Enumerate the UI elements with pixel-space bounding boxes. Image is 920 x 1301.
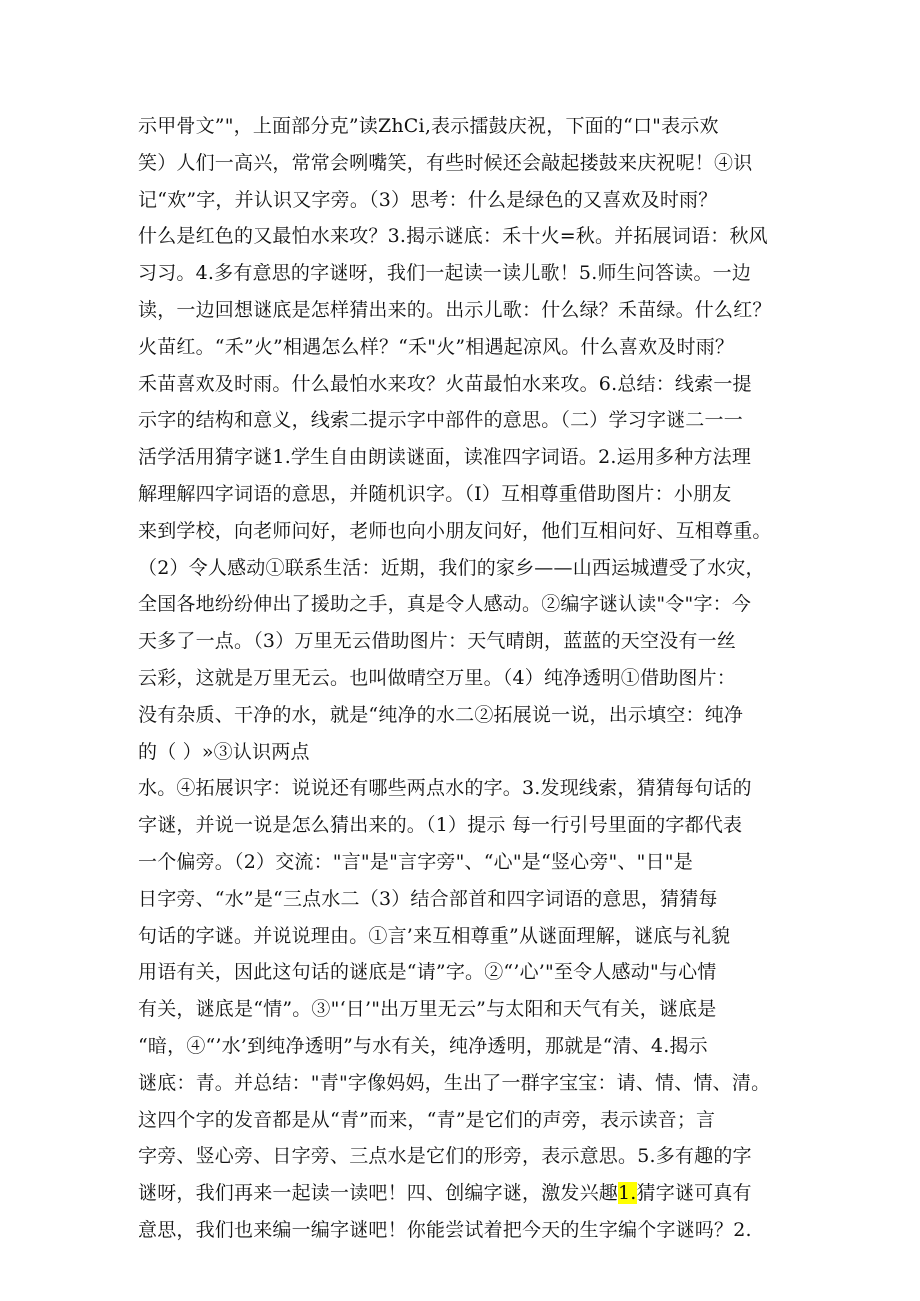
text-line-5: 习习。4.多有意思的字谜呀，我们一起读一读儿歌！5.师生问答读。一边: [138, 262, 752, 285]
text-line-4: 什么是红色的又最怕水来攻？3.揭示谜底：禾十火=秋。并拓展词语：秋风: [138, 225, 768, 248]
text-line-27: 谜底：青。并总结："青"字像妈妈，生出了一群字宝宝：请、情、情、清。: [138, 1071, 771, 1094]
text-line-19: 水。④拓展识字：说说还有哪些两点水的字。3.发现线索，猜猜每句话的: [138, 777, 752, 800]
text-line-9: 示字的结构和意义，线索二提示字中部件的意思。（二）学习字谜二一一: [138, 409, 743, 432]
text-line-3: 记“欢”字，并认识又字旁。（3）思考：什么是绿色的又喜欢及时雨？: [138, 188, 718, 211]
text-line-22: 日字旁、“水”是“三点水二（3）结合部首和四字词语的意思，猜猜每: [138, 887, 718, 910]
text-line-30-before: 谜呀，我们再来一起读一读吧！四、创编字谜，激发兴趣: [138, 1182, 619, 1205]
text-line-11: 解理解四字词语的意思，并随机识字。（I）互相尊重借助图片：小朋友: [138, 482, 732, 505]
text-line-30: [138, 1175, 798, 1212]
text-line-8: 禾苗喜欢及时雨。什么最怕水来攻？火苗最怕水来攻。6.总结：线索一提: [138, 372, 752, 395]
text-line-20: 字谜，并说一说是怎么猜出来的。（1）提示 每一行引号里面的字都代表: [138, 814, 743, 837]
text-line-23: 句话的字谜。并说说理由。①言’来互相尊重”从谜面理解，谜底与礼貌: [138, 924, 731, 947]
text-line-21: 一个偏旁。（2）交流："言"是"言字旁"、“心"是“竖心旁"、"日"是: [138, 850, 693, 873]
text-line-28: 这四个字的发音都是从“青”而来，“青”是它们的声旁，表示读音；言: [138, 1108, 716, 1131]
text-line-16: 云彩，这就是万里无云。也叫做晴空万里。（4）纯净透明①借助图片：: [138, 666, 736, 689]
text-line-13: （2）令人感动①联系生活：近期，我们的家乡——山西运城遭受了水灾，: [138, 556, 765, 579]
text-line-26: “暗，④“’水’到纯净透明”与水有关，纯净透明，那就是“清、4.揭示: [138, 1034, 708, 1057]
text-line-29: 字旁、竖心旁、日字旁、三点水是它们的形旁，表示意思。5.多有趣的字: [138, 1145, 752, 1168]
text-line-25: 有关，谜底是“情”。③"‘日’"出万里无云”与太阳和天气有关，谜底是: [138, 998, 717, 1021]
text-line-12: 来到学校，向老师问好，老师也向小朋友问好，他们互相问好、互相尊重。: [138, 519, 772, 542]
text-line-10: 活学活用猜字谜1.学生自由朗读谜面，读准四字词语。2.运用多种方法理: [138, 446, 752, 469]
text-line-14: 全国各地纷纷伸出了援助之手，真是令人感动。②编字谜认读"令"字：今: [138, 593, 752, 616]
text-line-30-after: 猜字谜可真有: [636, 1182, 752, 1205]
text-line-31: 意思，我们也来编一编字谜吧！你能尝试着把今天的生字编个字谜吗？2.: [138, 1218, 752, 1241]
text-line-2: 笑）人们一高兴，常常会咧嘴笑，有些时候还会敲起搂鼓来庆祝呢！④识: [138, 151, 753, 174]
text-line-18: 的（ ）»③认识两点: [138, 740, 310, 763]
text-line-15: 天多了一点。（3）万里无云借助图片：天气晴朗，蓝蓝的天空没有一丝: [138, 630, 736, 653]
body-text: [138, 108, 798, 1249]
text-line-6: 读，一边回想谜底是怎样猜出来的。出示儿歌：什么绿？禾苗绿。什么红？: [138, 298, 772, 321]
text-line-24: 用语有关，因此这句话的谜底是“请”字。②“’心’"至令人感动"与心情: [138, 961, 717, 984]
text-line-7: 火苗红。“禾”火”相遇怎么样？“禾"火”相遇起凉风。什么喜欢及时雨？: [138, 335, 735, 358]
text-line-17: 没有杂质、干净的水，就是“纯净的水二②拓展说一说，出示填空：纯净: [138, 703, 744, 726]
text-line-1: 示甲骨文”"，上面部分克”读ZhCi,表示擂鼓庆祝，下面的“口"表示欢: [138, 115, 719, 137]
highlighted-text: 1.: [618, 1182, 637, 1205]
